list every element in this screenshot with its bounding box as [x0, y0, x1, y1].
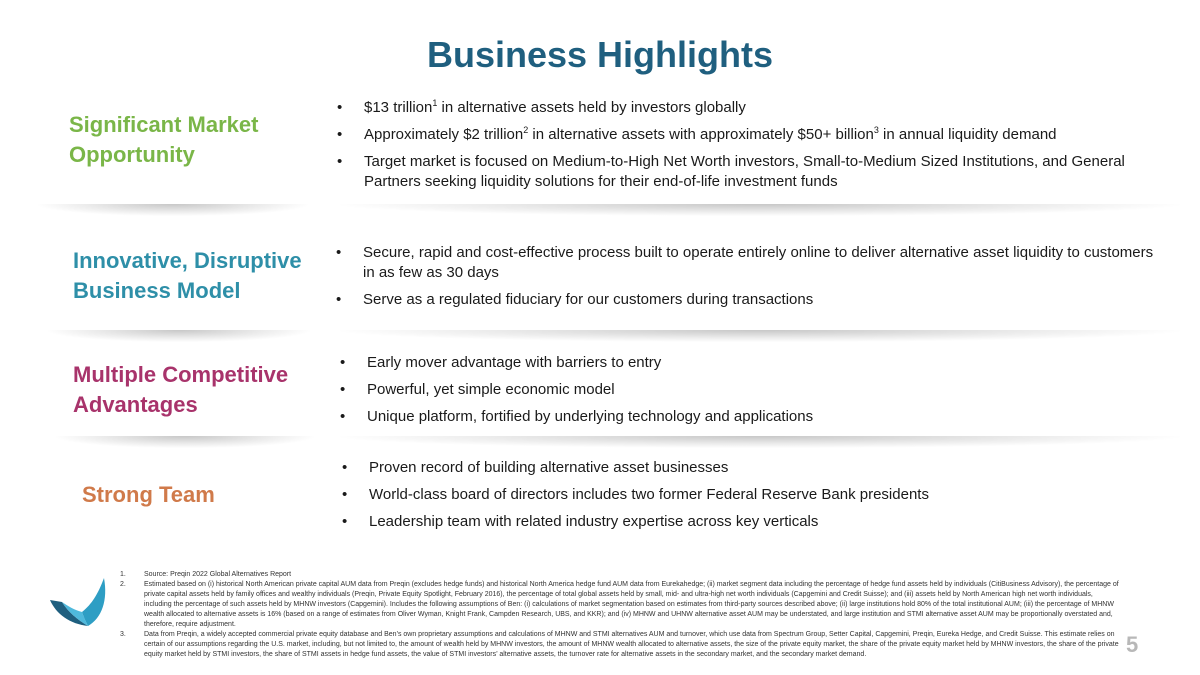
- divider-shadow: [340, 204, 1180, 216]
- footnote-item: 3. Data from Preqin, a widely accepted commercial private equity database and Ben’s own proprietary assumptions and calculations of MHNW and STMI alternatives AUM and turnover, which use data from Spectrum Group, Setter Capital, Capgemini, Preqin, Eureka Hedge, and Credit Suisse. This estimate relies on certain of our assumptions regarding the U.S. market, including, but not limited to, the amount of wealth held by MHNW investors, the amount of MHNW wealth allocated to alternative assets, the size of the private equity market, the share of the private equity market held by MHNW investors, the share of the private equity market held by STMI investors, the share of STMI assets in hedge fund assets, the value of STMI investors’ alternative assets, the turnover rate for alternative assets in the secondary market, and the secondary market demand.: [120, 631, 1119, 658]
- bullet-item: • $13 trillion$^1$ in alternative assets held by investors globally: [337, 98, 1157, 118]
- heading-innovative: Innovative, Disruptive Business Model: [73, 248, 302, 303]
- bullets-innovative: [336, 243, 1166, 317]
- bullet-item: • Proven record of building alternative asset businesses: [342, 458, 1162, 478]
- footnote-item: 2. Estimated based on (i) historical North American private capital AUM data from Preqin (excludes hedge funds) and historical North America hedge fund AUM data from Eurekahedge; (ii) market segment data including the percentage of hedge fund assets held by individuals (CitiBusiness Advisory), the percentage of private capital assets held by family offices and wealthy individuals (Preqin, Private Equity Spotlight, February 2016), the percentage of total global assets held by small, mid- and ultra-high net worth individuals (Capgemini and Credit Suisse); and (iii) assets held by North American high net worth individuals, including the percentage of such assets held by MHNW investors (Capgemini). Includes the following assumptions of Ben: (i) calculations of market segmentation based on estimates from third-party sources described above; (ii) large institutions hold 80% of the total institutional AUM; (iii) the percentage of MHNW wealth allocated to alternative assets is 16% (based on a range of estimates from Oliver Wyman, Knight Frank, Campden Research, UBS, and KKR); and (iv) MHNW and UHNW alternative asset AUM may be understated, and large institution and STMI alternative asset AUM may be proportionally overstated and, therefore, require adjustment.: [120, 581, 1119, 628]
- bullets-team: [342, 458, 1162, 539]
- heading-market: Significant Market Opportunity: [69, 112, 259, 167]
- heading-team: Strong Team: [82, 482, 215, 507]
- bullet-item: • Target market is focused on Medium-to-High Net Worth investors, Small-to-Medium Sized Institutions, and General Partners seeking liquidity solutions for their end-of-life investment funds: [337, 152, 1157, 192]
- bullet-item: • Serve as a regulated fiduciary for our customers during transactions: [336, 290, 1166, 310]
- divider-shadow: [56, 436, 314, 448]
- divider-shadow: [340, 330, 1180, 342]
- footnotes: [120, 570, 1120, 660]
- bullets-competitive: [340, 353, 1160, 434]
- divider-shadow: [340, 436, 1180, 448]
- bullet-item: • Leadership team with related industry expertise across key verticals: [342, 512, 1162, 532]
- footnote-item: 1. Source: Preqin 2022 Global Alternatives Report: [120, 571, 292, 578]
- bullet-item: • Powerful, yet simple economic model: [340, 380, 1160, 400]
- divider-shadow: [38, 204, 308, 216]
- page-number: 5: [1126, 632, 1139, 657]
- bullets-market: [337, 98, 1157, 199]
- divider-shadow: [48, 330, 310, 342]
- bullet-item: • Unique platform, fortified by underlying technology and applications: [340, 407, 1160, 427]
- heading-competitive: Multiple Competitive Advantages: [73, 362, 289, 417]
- ben-logo-icon: [48, 574, 110, 630]
- bullet-item: • Approximately $2 trillion$^2$ in alternative assets with approximately $50+ billion$^3$ in annual liquidity demand: [337, 125, 1157, 145]
- bullet-item: • Secure, rapid and cost-effective process built to operate entirely online to deliver alternative asset liquidity to customers in as few as 30 days: [336, 243, 1166, 283]
- bullet-item: • World-class board of directors includes two former Federal Reserve Bank presidents: [342, 485, 1162, 505]
- page-title: Business Highlights: [426, 34, 774, 75]
- bullet-item: • Early mover advantage with barriers to entry: [340, 353, 1160, 373]
